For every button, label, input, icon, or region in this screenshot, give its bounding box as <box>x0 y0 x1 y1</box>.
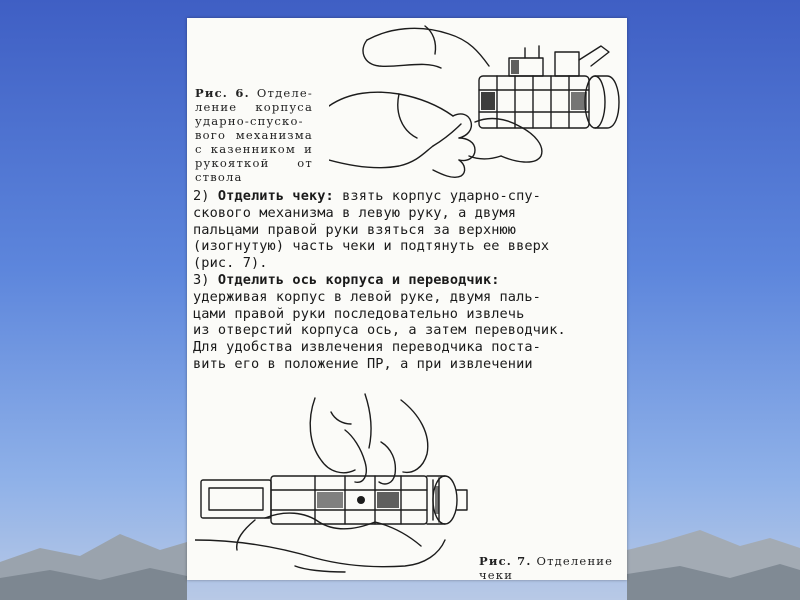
step-2-first-line <box>193 188 623 205</box>
step-3-line-2: из отверстий корпуса ось, а затем переводчик. <box>193 322 566 339</box>
figure-6-caption <box>195 86 313 184</box>
step-2-line-4: (рис. 7). <box>193 255 268 272</box>
step-3-line-4: вить его в положение ПР, а при извлечении <box>193 355 533 372</box>
step-2-number: 2) <box>193 188 218 204</box>
figure-7-illustration <box>195 390 495 574</box>
figure-6-illustration <box>329 20 625 188</box>
step-3-first-line <box>193 272 623 289</box>
step-3-line-1: цами правой руки последовательно извлечь <box>193 305 525 322</box>
step-2-heading: Отделить чеку: <box>217 188 334 204</box>
step-3-heading: Отделить ось корпуса и переводчик: <box>217 271 500 288</box>
step-3-number: 3) <box>193 271 218 288</box>
scanned-document-page <box>187 18 627 580</box>
figure-6-label: Рис. 6. <box>195 86 250 100</box>
step-3-line-0: удерживая корпус в левой руке, двумя паль- <box>193 288 541 305</box>
instruction-text <box>193 188 623 373</box>
step-3-line-3: Для удобства извлечения переводчика поста- <box>193 339 541 356</box>
step-2-line-0: взять корпус ударно-спу- <box>333 188 541 204</box>
figure-7-label: Рис. 7. <box>479 554 532 568</box>
figure-6-caption-text: Отделе-ление корпуса ударно-спуско-вого механизма с казенником и рукояткой от ствола <box>195 86 313 184</box>
step-2-line-3: (изогнутую) часть чеки и подтянуть ее вверх <box>193 238 550 255</box>
step-2-line-1: скового механизма в левую руку, а двумя <box>193 204 517 221</box>
figure-7-caption-text: Отделение чеки <box>479 554 614 580</box>
figure-7-caption <box>479 554 623 580</box>
step-2-line-2: пальцами правой руки взяться за верхнюю <box>193 221 517 238</box>
